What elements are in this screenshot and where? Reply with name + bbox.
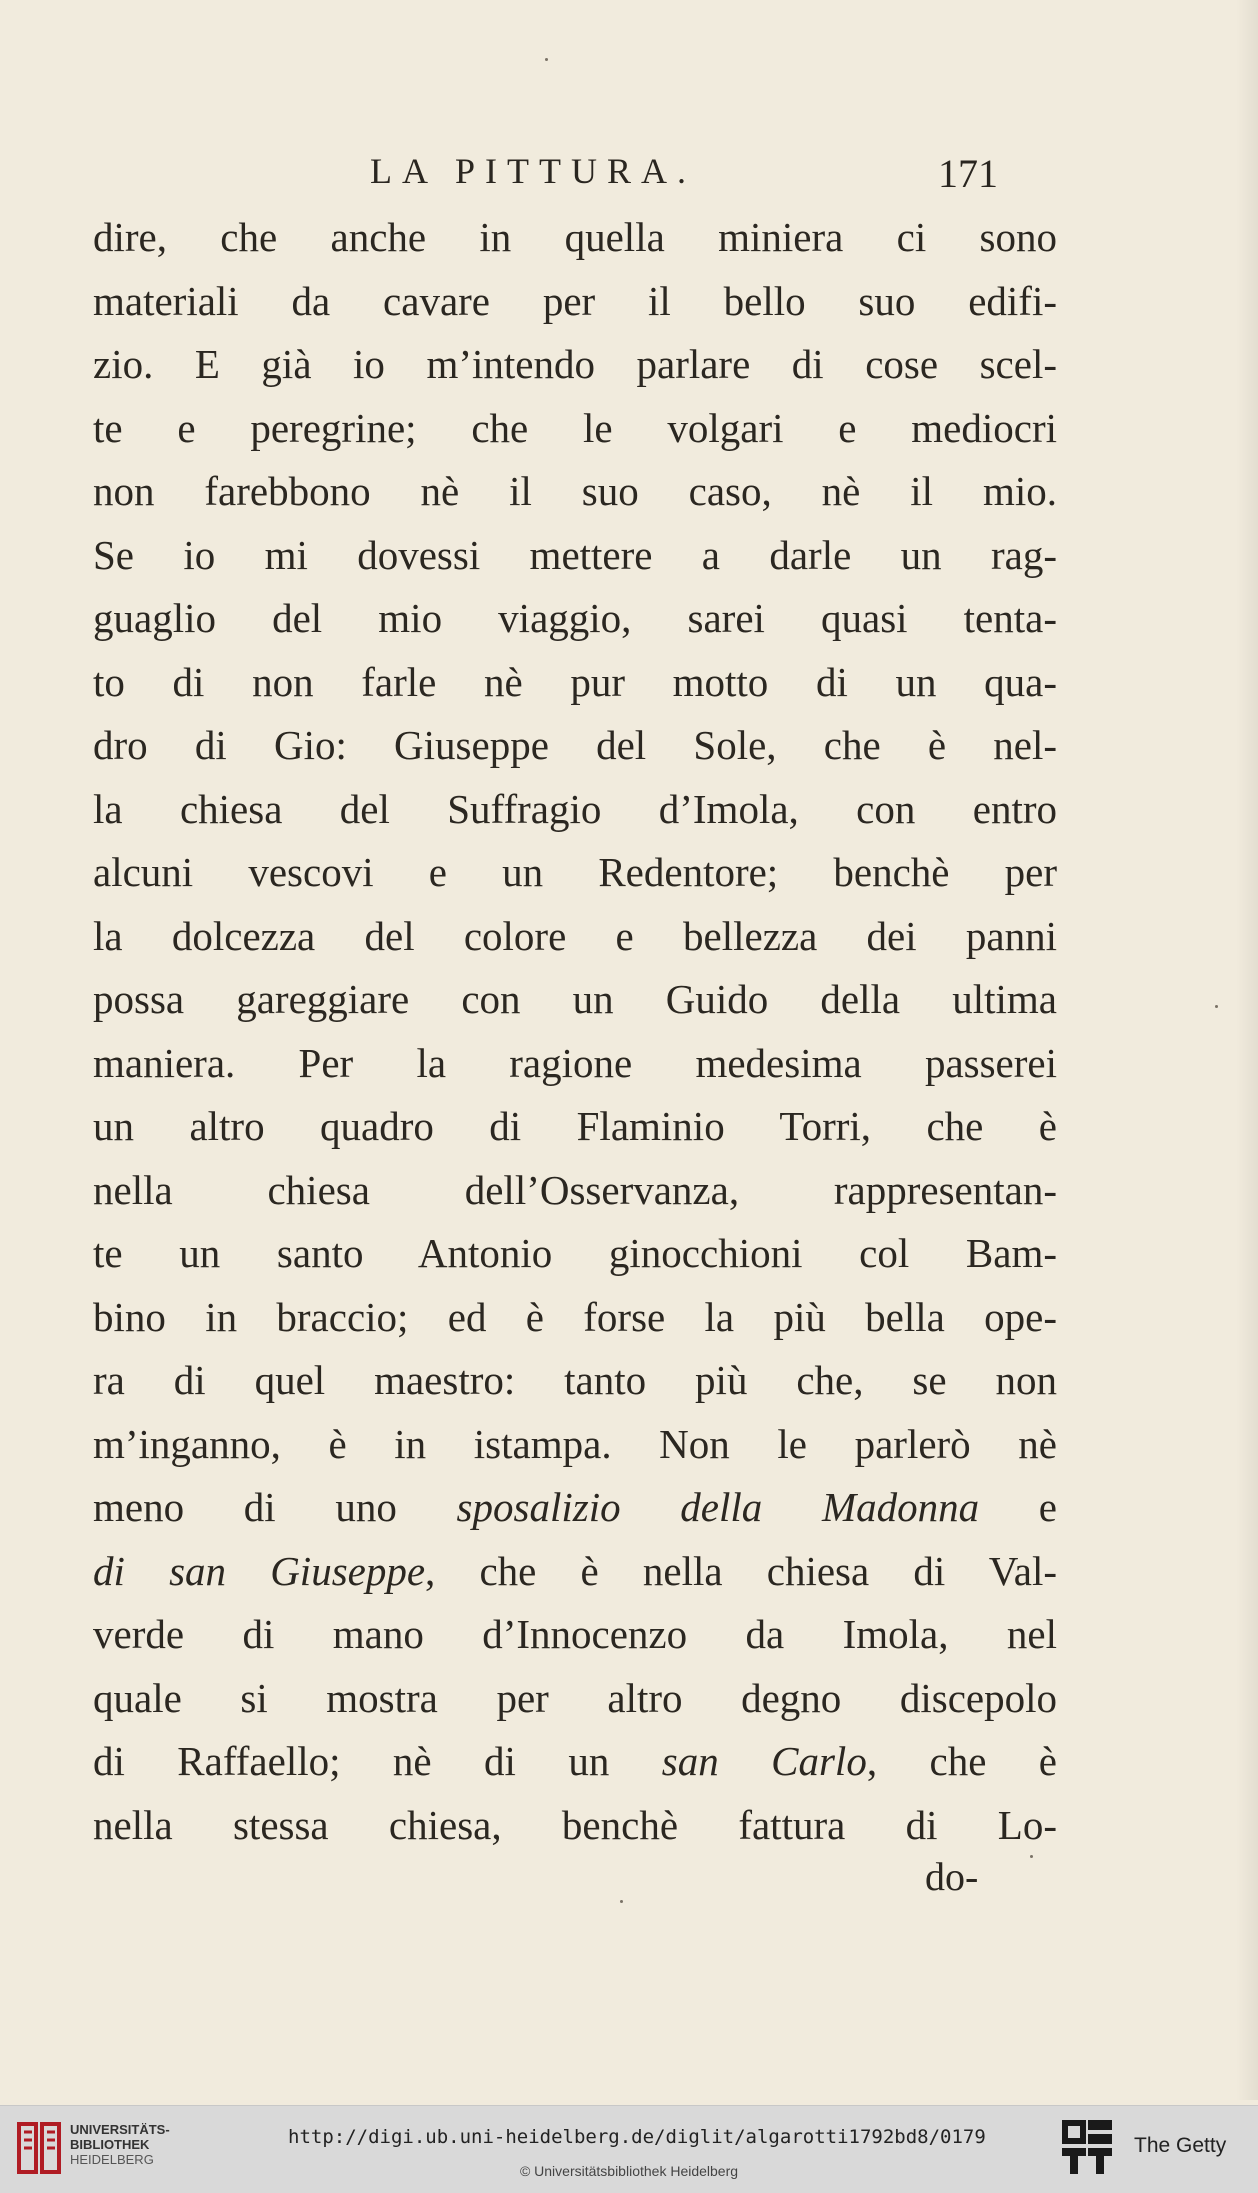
text-line-22-italic: di san Giuseppe bbox=[93, 1547, 426, 1594]
text-line-7: guaglio del mio viaggio, sarei quasi tenta- bbox=[93, 595, 1057, 641]
getty-logo-icon bbox=[1060, 2118, 1114, 2178]
permalink-url[interactable]: http://digi.ub.uni-heidelberg.de/diglit/algarotti1792bd8/0179 bbox=[288, 2126, 986, 2148]
text-line-5: non farebbono nè il suo caso, nè il mio. bbox=[93, 468, 1057, 514]
text-line-1: dire, che anche in quella miniera ci sono bbox=[93, 214, 1057, 260]
sponsor-name: The Getty bbox=[1134, 2134, 1227, 2157]
paper-speck bbox=[1215, 1005, 1218, 1008]
text-line-24: quale si mostra per altro degno discepolo bbox=[93, 1674, 1057, 1721]
text-line-11: alcuni vescovi e un Redentore; benchè per bbox=[93, 849, 1057, 895]
text-line-13: possa gareggiare con un Guido della ultima bbox=[93, 976, 1057, 1022]
text-line-26: nella stessa chiesa, benchè fattura di Lo- bbox=[93, 1801, 1057, 1848]
text-line-21-italic: sposalizio della Madonna bbox=[456, 1484, 980, 1530]
library-name-line-3: HEIDELBERG bbox=[70, 2152, 154, 2167]
text-line-25-roman-2: , che è bbox=[866, 1738, 1058, 1784]
text-line-9: dro di Gio: Giuseppe del Sole, che è nel- bbox=[93, 722, 1057, 768]
running-title: LA PITTURA. bbox=[370, 151, 696, 191]
copyright-notice: © Universitätsbibliothek Heidelberg bbox=[519, 2163, 739, 2179]
paper-speck bbox=[1030, 1855, 1033, 1858]
text-line-4: te e peregrine; che le volgari e mediocri bbox=[93, 404, 1057, 451]
text-line-20: m’inganno, è in istampa. Non le parlerò nè bbox=[93, 1420, 1057, 1467]
text-line-14: maniera. Per la ragione medesima passerei bbox=[93, 1039, 1057, 1086]
text-line-17: te un santo Antonio ginocchioni col Bam- bbox=[93, 1230, 1057, 1276]
text-line-2: materiali da cavare per il bello suo edifi- bbox=[93, 277, 1057, 324]
library-name-line-2: BIBLIOTHEK bbox=[70, 2137, 150, 2152]
text-line-22-roman: , che è nella chiesa di Val- bbox=[425, 1547, 1057, 1594]
page-number: 171 bbox=[938, 151, 998, 196]
library-name-line-1: UNIVERSITÄTS- bbox=[70, 2122, 170, 2137]
text-line-16: nella chiesa dell’Osservanza, rappresentan- bbox=[93, 1166, 1057, 1213]
text-line-25-italic: san Carlo bbox=[661, 1738, 867, 1784]
text-line-21-roman-1: meno di uno bbox=[93, 1484, 457, 1530]
catchword: do- bbox=[925, 1854, 979, 1899]
body-text bbox=[93, 206, 1057, 1857]
paper-speck bbox=[545, 58, 548, 61]
text-line-22 bbox=[93, 1540, 1057, 1604]
text-line-19: ra di quel maestro: tanto più che, se non bbox=[93, 1357, 1057, 1403]
text-line-3: zio. E già io m’intendo parlare di cose scel- bbox=[93, 341, 1057, 387]
page-edge-shadow bbox=[1236, 0, 1258, 2100]
text-line-21 bbox=[93, 1476, 1057, 1540]
text-line-12: la dolcezza del colore e bellezza dei panni bbox=[93, 912, 1057, 959]
library-name bbox=[70, 2122, 170, 2167]
text-line-18: bino in braccio; ed è forse la più bella ope- bbox=[93, 1293, 1057, 1340]
running-head bbox=[0, 150, 1258, 200]
footer-bar bbox=[0, 2105, 1258, 2193]
text-line-15: un altro quadro di Flaminio Torri, che è bbox=[93, 1103, 1057, 1149]
text-line-8: to di non farle nè pur motto di un qua- bbox=[93, 658, 1057, 705]
paper-speck bbox=[620, 1900, 623, 1903]
text-line-25-roman-1: di Raffaello; nè di un bbox=[93, 1738, 662, 1784]
text-line-25 bbox=[93, 1730, 1057, 1794]
text-line-6: Se io mi dovessi mettere a darle un rag- bbox=[93, 531, 1057, 578]
text-line-21-roman-2: e bbox=[979, 1484, 1057, 1530]
text-line-23: verde di mano d’Innocenzo da Imola, nel bbox=[93, 1611, 1057, 1657]
text-line-10: la chiesa del Suffragio d’Imola, con entro bbox=[93, 785, 1057, 832]
